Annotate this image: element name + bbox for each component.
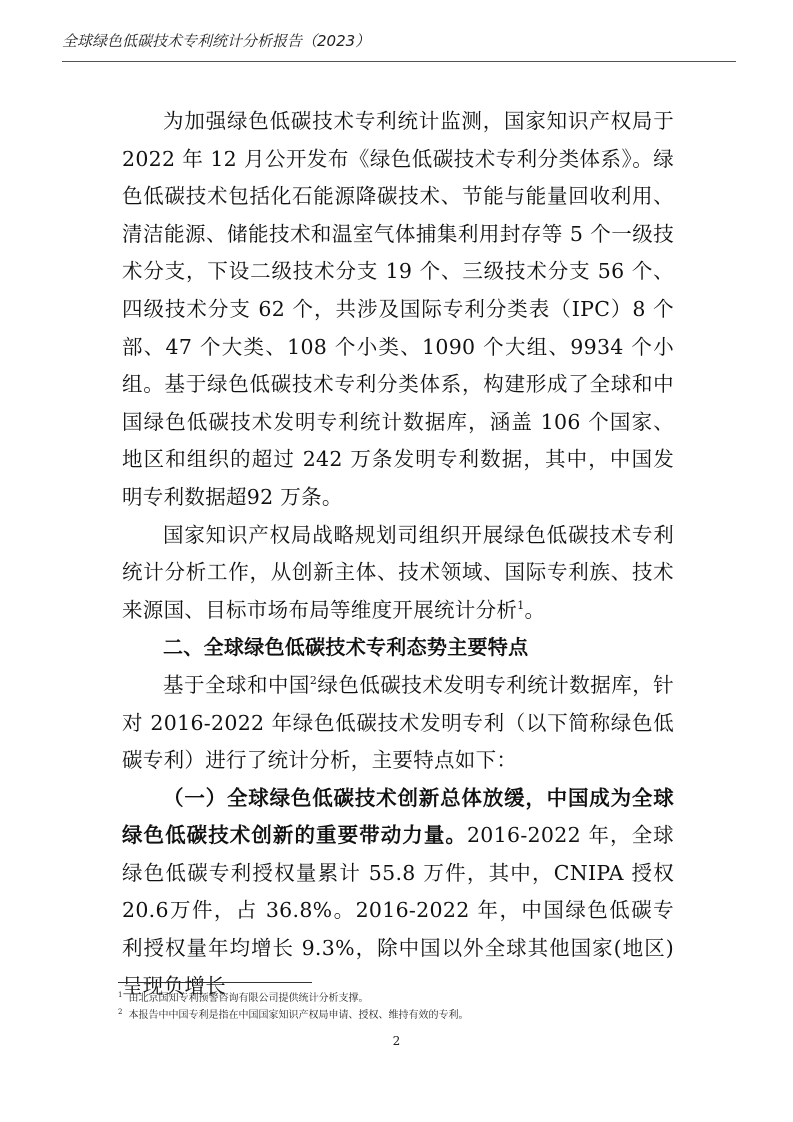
footnote-divider	[118, 982, 312, 983]
section-heading: 二、全球绿色低碳技术专利态势主要特点	[163, 635, 529, 660]
footnote-2-text: 本报告中中国专利是指在中国国家知识产权局申请、授权、维持有效的专利。	[128, 1010, 469, 1021]
finding-1-lead: （一）全球绿色低碳技术创新总体放缓，中国成为全球绿色低碳技术创新的重要带动力量。	[122, 785, 674, 848]
paragraph-database-basis-start: 基于全球和中国	[163, 672, 310, 697]
header-divider	[62, 61, 736, 62]
paragraph-analysis-work	[122, 517, 674, 630]
footnotes	[118, 990, 678, 1024]
paragraph-database-basis-rest: 绿色低碳技术发明专利统计数据库，针对 2016-2022 年绿色低碳技术发明专利（以下简称绿色低碳专利）进行了统计分析，主要特点如下：	[122, 672, 674, 773]
body-text	[122, 103, 674, 1005]
footnote-ref-2[interactable]: 2	[309, 673, 318, 687]
running-header: 全球绿色低碳技术专利统计分析报告（2023）	[62, 32, 371, 50]
paragraph-intro: 为加强绿色低碳技术专利统计监测，国家知识产权局于2022 年 12 月公开发布《绿色低碳技术专利分类体系》。绿色低碳技术包括化石能源降碳技术、节能与能量回收利用、清洁能源、储能技术和温室气体捕集利用封存等 5 个一级技术分支，下设二级技术分支 19 个、三级技术分支 56 个、四级技术分支 62 个，共涉及国际专利分类表（IPC）8 个部、47 个大类、108 个小类、1090 个大组、9934 个小组。基于绿色低碳技术专利分类体系，构建形成了全球和中国绿色低碳技术发明专利统计数据库，涵盖 106 个国家、地区和组织的超过 242 万条发明专利数据，其中，中国发明专利数据超92 万条。	[122, 109, 674, 509]
paragraph-analysis-work-text: 国家知识产权局战略规划司组织开展绿色低碳技术专利统计分析工作，从创新主体、技术领域、国际专利族、技术来源国、目标市场布局等维度开展统计分析	[122, 522, 674, 622]
finding-1-text: 2016-2022 年，全球绿色低碳专利授权量累计 55.8 万件，其中，CNIPA 授权 20.6万件，占 36.8%。2016-2022 年，中国绿色低碳专利授权量年均增长 9.3%，除中国以外全球其他国家(地区)呈现负增长	[122, 823, 674, 998]
footnote-1-text: 由北京国知专利预警咨询有限公司提供统计分析支撑。	[128, 993, 369, 1004]
footnote-1	[118, 990, 678, 1007]
paragraph-analysis-work-end: 。	[524, 597, 546, 622]
footnote-2	[118, 1007, 678, 1024]
page-number: 2	[392, 1034, 401, 1048]
paragraph-database-basis	[122, 667, 674, 780]
footnote-ref-1[interactable]: 1	[517, 598, 525, 612]
paragraph-finding-1	[122, 780, 674, 1006]
footnote-2-number: 2	[118, 1008, 123, 1016]
footnote-1-number: 1	[118, 991, 123, 999]
